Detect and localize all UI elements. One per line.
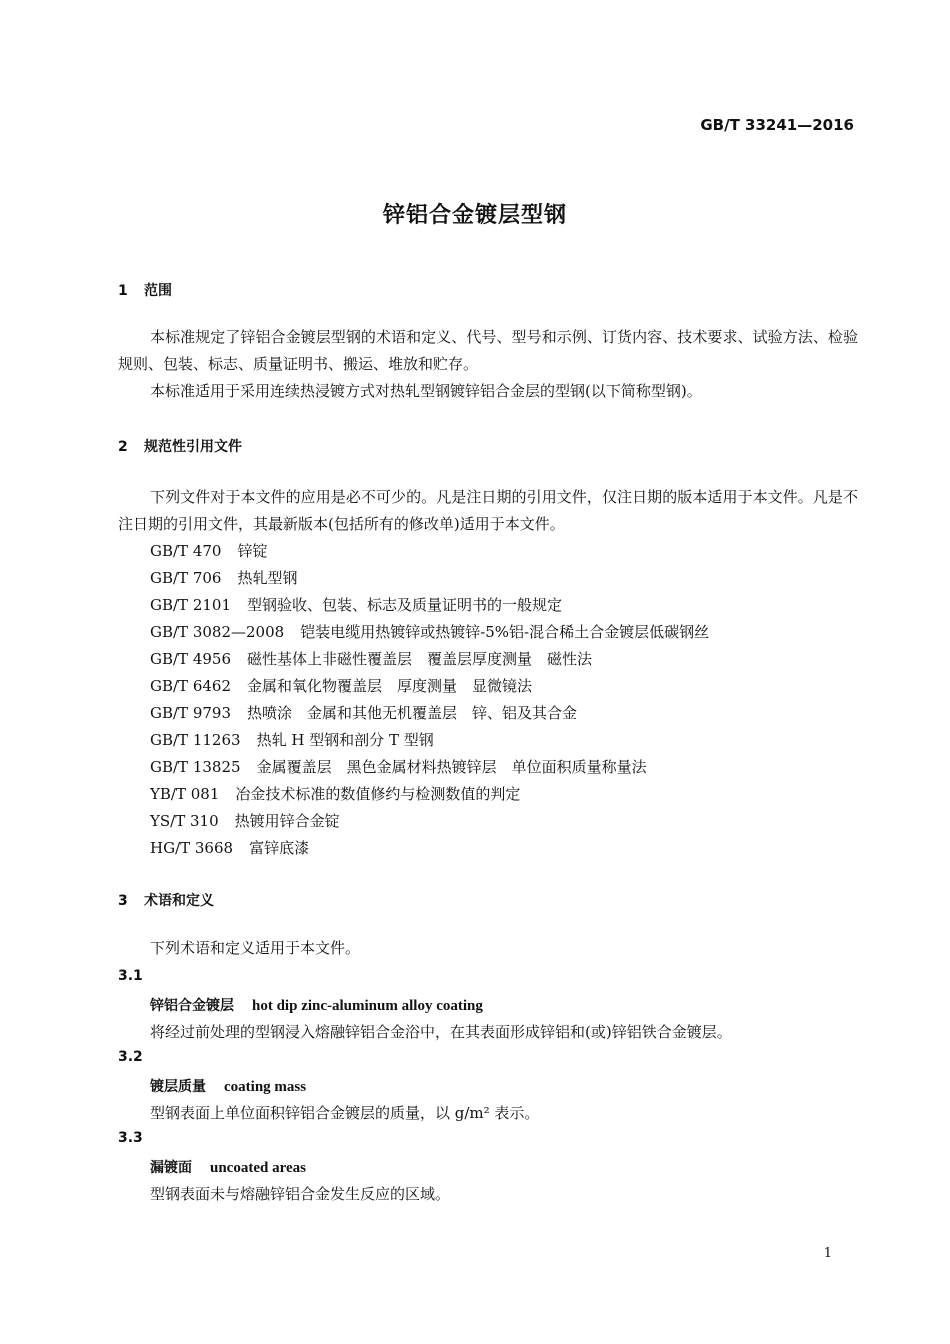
reference-title: 型钢验收、包装、标志及质量证明书的一般规定	[247, 596, 563, 614]
term-entry	[150, 1076, 306, 1096]
terms-intro: 下列术语和定义适用于本文件。	[150, 939, 361, 957]
section-title: 规范性引用文件	[144, 439, 242, 455]
references-intro: 下列文件对于本文件的应用是必不可少的。凡是注日期的引用文件，仅注日期的版本适用于本文件。凡是不注日期的引用文件，其最新版本(包括所有的修改单)适用于本文件。	[118, 488, 858, 533]
clause-number: 3.2	[118, 1049, 143, 1065]
reference-title: 金属覆盖层 黑色金属材料热镀锌层 单位面积质量称量法	[256, 758, 647, 776]
term-definition: 型钢表面未与熔融锌铝合金发生反应的区域。	[150, 1185, 451, 1203]
term-chinese: 漏镀面	[150, 1160, 192, 1176]
reference-title: 热轧型钢	[237, 569, 298, 587]
reference-code: GB/T 706	[150, 569, 222, 587]
reference-code: GB/T 4956	[150, 650, 232, 668]
reference-item	[150, 675, 532, 696]
section-title: 术语和定义	[144, 893, 214, 909]
section-number: 3	[118, 893, 128, 909]
section-2-heading	[118, 436, 242, 456]
term-entry	[150, 995, 483, 1015]
reference-title: 热喷涂 金属和其他无机覆盖层 锌、铝及其合金	[247, 704, 578, 722]
reference-code: GB/T 11263	[150, 731, 241, 749]
term-definition: 型钢表面上单位面积锌铝合金镀层的质量，以 g/m² 表示。	[150, 1104, 540, 1122]
section-number: 2	[118, 439, 128, 455]
reference-item	[150, 567, 297, 588]
term-english: hot dip zinc-aluminum alloy coating	[252, 998, 483, 1014]
document-title: 锌铝合金镀层型钢	[382, 203, 567, 228]
reference-code: GB/T 9793	[150, 704, 232, 722]
section-1-heading	[118, 280, 172, 300]
scope-paragraph-2: 本标准适用于采用连续热浸镀方式对热轧型钢镀锌铝合金层的型钢(以下简称型钢)。	[150, 382, 702, 400]
reference-code: GB/T 13825	[150, 758, 241, 776]
reference-item	[150, 540, 267, 561]
reference-code: GB/T 6462	[150, 677, 232, 695]
clause-number: 3.1	[118, 968, 143, 984]
reference-title: 锌锭	[237, 542, 268, 560]
section-title: 范围	[144, 283, 172, 299]
term-english: uncoated areas	[210, 1160, 306, 1176]
term-definition: 将经过前处理的型钢浸入熔融锌铝合金浴中，在其表面形成锌铝和(或)锌铝铁合金镀层。	[150, 1023, 732, 1041]
reference-title: 富锌底漆	[249, 839, 310, 857]
reference-title: 磁性基体上非磁性覆盖层 覆盖层厚度测量 磁性法	[247, 650, 593, 668]
reference-item	[150, 783, 520, 804]
reference-title: 热轧 H 型钢和剖分 T 型钢	[256, 731, 434, 749]
reference-item	[150, 621, 709, 642]
reference-code: GB/T 3082—2008	[150, 623, 285, 641]
reference-item	[150, 729, 434, 750]
reference-title: 热镀用锌合金锭	[234, 812, 340, 830]
term-chinese: 锌铝合金镀层	[150, 998, 234, 1014]
reference-code: GB/T 2101	[150, 596, 232, 614]
reference-title: 冶金技术标准的数值修约与检测数值的判定	[235, 785, 521, 803]
reference-code: YS/T 310	[150, 812, 219, 830]
clause-number: 3.3	[118, 1130, 143, 1146]
reference-item	[150, 594, 562, 615]
term-english: coating mass	[224, 1079, 307, 1095]
reference-item	[150, 837, 309, 858]
term-chinese: 镀层质量	[150, 1079, 206, 1095]
page-number: 1	[823, 1246, 832, 1261]
section-number: 1	[118, 283, 128, 299]
reference-code: YB/T 081	[150, 785, 220, 803]
reference-code: HG/T 3668	[150, 839, 234, 857]
section-3-heading	[118, 890, 214, 910]
reference-item	[150, 702, 577, 723]
scope-paragraph-1: 本标准规定了锌铝合金镀层型钢的术语和定义、代号、型号和示例、订货内容、技术要求、试验方法、检验规则、包装、标志、质量证明书、搬运、堆放和贮存。	[118, 328, 858, 373]
reference-item	[150, 648, 592, 669]
reference-item	[150, 756, 647, 777]
reference-item	[150, 810, 340, 831]
reference-title: 铠装电缆用热镀锌或热镀锌-5%铝-混合稀土合金镀层低碳钢丝	[300, 623, 710, 641]
reference-code: GB/T 470	[150, 542, 222, 560]
reference-title: 金属和氧化物覆盖层 厚度测量 显微镜法	[247, 677, 533, 695]
term-entry	[150, 1157, 306, 1177]
document-code: GB/T 33241—2016	[700, 116, 854, 134]
